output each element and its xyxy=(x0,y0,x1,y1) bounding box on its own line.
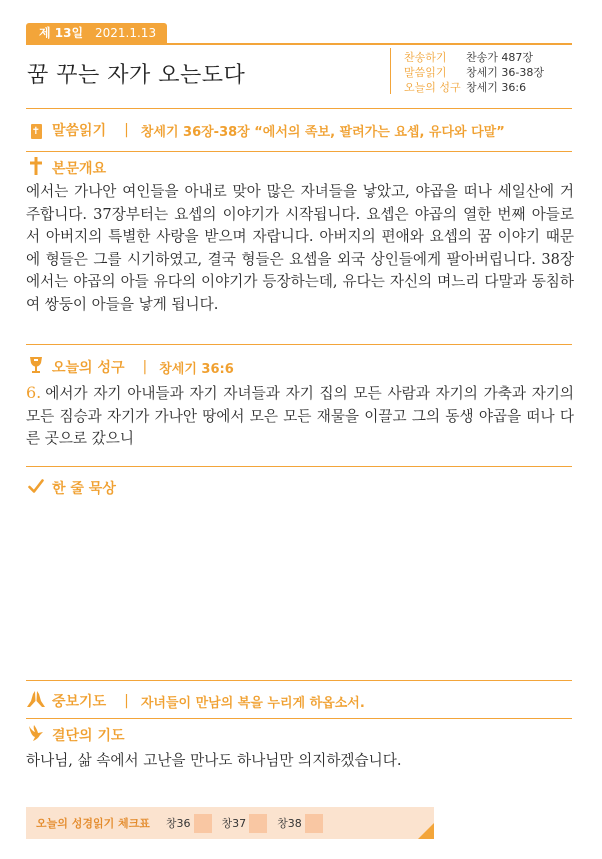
reading-header xyxy=(26,120,505,140)
chalice-icon xyxy=(26,356,46,378)
overview-title: 본문개요 xyxy=(52,161,107,177)
checkbox[interactable] xyxy=(249,814,267,833)
page-title: 꿈 꾸는 자가 오는도다 xyxy=(27,63,246,88)
divider xyxy=(26,680,572,681)
checklist-item-label: 창37 xyxy=(221,817,247,830)
day-label: 제 13일 xyxy=(39,26,84,40)
intercession-subtitle: 자녀들이 만남의 복을 누리게 하옵소서. xyxy=(140,695,365,711)
meta-value: 창세기 36-38장 xyxy=(466,66,544,79)
title-separator xyxy=(390,48,391,94)
divider xyxy=(26,466,572,467)
meta-row-hymn xyxy=(404,50,544,65)
reading-title: 말씀읽기 xyxy=(52,123,107,139)
checklist-item[interactable] xyxy=(166,814,212,833)
divider xyxy=(26,344,572,345)
meta-row-reading xyxy=(404,65,544,80)
resolution-text: 하나님, 삶 속에서 고난을 만나도 하나님만 의지하겠습니다. xyxy=(26,752,402,769)
check-icon xyxy=(26,478,46,498)
checklist-label: 오늘의 성경읽기 체크표 xyxy=(36,817,150,830)
meta-value: 창세기 36:6 xyxy=(466,81,527,94)
checklist-item-label: 창36 xyxy=(165,817,191,830)
verse-title: 오늘의 성구 xyxy=(52,360,125,376)
checkbox[interactable] xyxy=(305,814,323,833)
intercession-header xyxy=(26,690,365,712)
divider xyxy=(26,108,572,109)
meta-row-verse xyxy=(404,80,544,95)
meta-label: 찬송하기 xyxy=(404,51,447,64)
verse-number: 6. xyxy=(26,383,42,402)
meta-label: 말씀읽기 xyxy=(404,66,447,79)
meta-table xyxy=(404,50,544,95)
book-icon: ✝ xyxy=(31,125,41,137)
checklist-item-label: 창38 xyxy=(277,817,302,830)
verse-subtitle: 창세기 36:6 xyxy=(159,361,234,377)
checklist-item[interactable] xyxy=(222,814,268,833)
overview-text: 에서는 가나안 여인들을 아내로 맞아 많은 자녀들을 낳았고, 야곱을 떠나 세일산에 거주합니다. 37장부터는 요셉의 이야기가 시작됩니다. 요셉은 야곱의 열한 번째 아들로서 아버지의 특별한 사랑을 받으며 자랍니다. 아버지의 편애와 요셉의 꿈 이야기 때문에 형들은 그를 시기하였고, 결국 형들은 요셉을 외국 상인들에게 팔아버립니다. 38장에서는 야곱의 아들 유다의 이야기가 등장하는데, 유다는 자신의 며느리 다말과 동침하여 쌍둥이 아들을 낳게 됩니다. xyxy=(26,183,574,313)
corner-fold xyxy=(418,823,434,839)
checkbox[interactable] xyxy=(194,814,212,833)
date-label: 2021.1.13 xyxy=(95,26,157,40)
reading-subtitle: 창세기 36장-38장 “에서의 족보, 팔려가는 요셉, 유다와 다말” xyxy=(140,124,505,140)
checklist-item[interactable] xyxy=(277,814,323,833)
divider xyxy=(26,718,572,719)
cross-icon xyxy=(26,157,46,179)
intercession-title: 중보기도 xyxy=(52,694,107,710)
separator: | xyxy=(142,359,148,375)
overview-header xyxy=(26,157,106,179)
separator: | xyxy=(124,693,129,709)
resolution-header xyxy=(26,724,125,746)
top-divider xyxy=(26,43,572,45)
separator: | xyxy=(124,122,129,138)
meta-value: 찬송가 487장 xyxy=(466,51,533,64)
dove-icon xyxy=(26,724,46,746)
meditation-title: 한 줄 묵상 xyxy=(52,481,116,497)
verse-text: 에서가 자기 아내들과 자기 자녀들과 자기 집의 모든 사람과 자기의 가축과 자기의 모든 짐승과 자기가 가나안 땅에서 모은 모든 재물을 이끌고 그의 동생 야곱을 떠나 다른 곳으로 갔으니 xyxy=(26,385,574,447)
praying-hands-icon xyxy=(26,690,46,712)
reading-checklist xyxy=(26,807,434,839)
meta-label: 오늘의 성구 xyxy=(404,81,461,94)
meditation-header xyxy=(26,478,116,498)
resolution-title: 결단의 기도 xyxy=(52,728,125,744)
day-badge xyxy=(26,23,167,43)
verse-header xyxy=(26,356,234,378)
divider xyxy=(26,151,572,152)
verse-text-block xyxy=(26,382,574,451)
